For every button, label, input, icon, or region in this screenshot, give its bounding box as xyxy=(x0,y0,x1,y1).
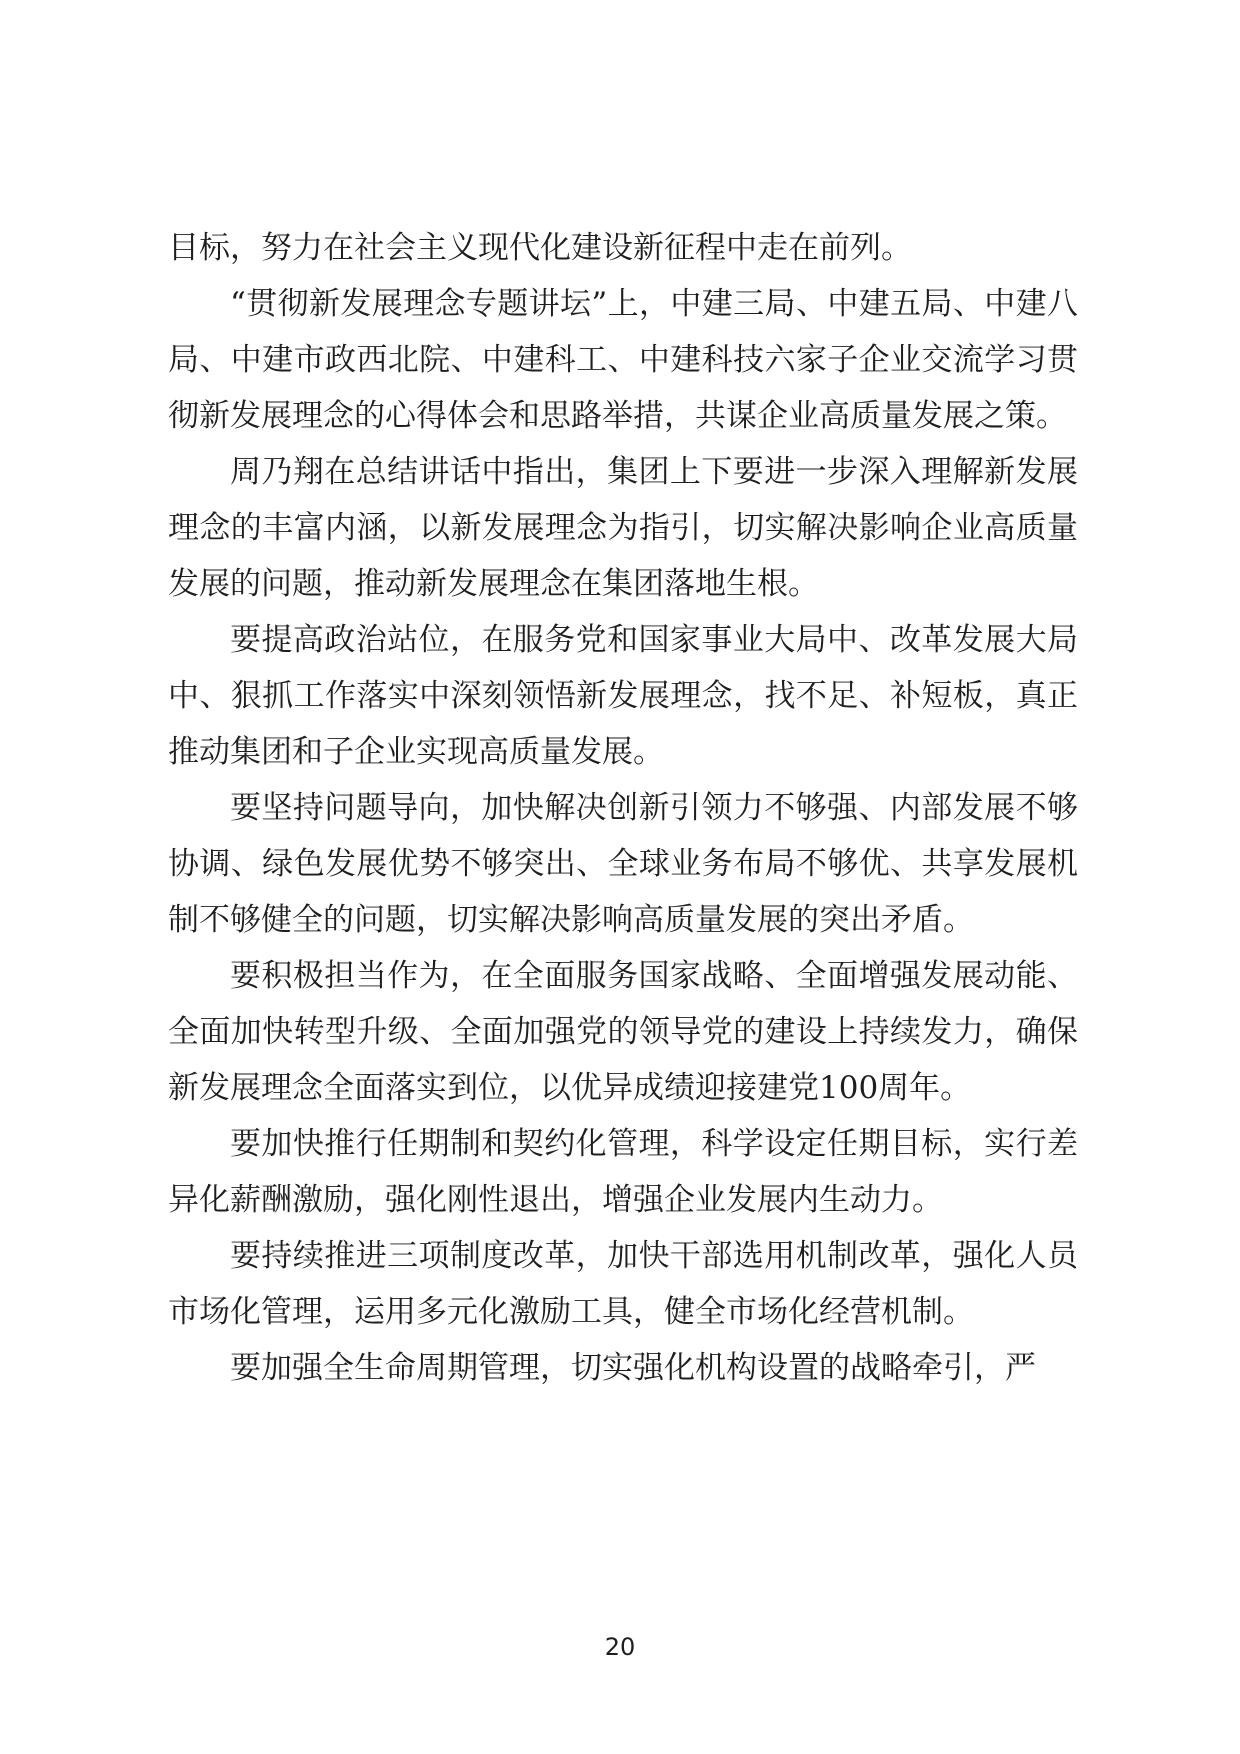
page-number: 20 xyxy=(604,1633,636,1661)
paragraph: “贯彻新发展理念专题讲坛”上，中建三局、中建五局、中建八局、中建市政西北院、中建科工、中建科技六家子企业交流学习贯彻新发展理念的心得体会和思路举措，共谋企业高质量发展之策。 xyxy=(168,286,1078,434)
paragraph: 要加快推行任期制和契约化管理，科学设定任期目标，实行差异化薪酬激励，强化刚性退出，增强企业发展内生动力。 xyxy=(168,1126,1078,1218)
paragraph: 要持续推进三项制度改革，加快干部选用机制改革，强化人员市场化管理，运用多元化激励工具，健全市场化经营机制。 xyxy=(168,1238,1078,1330)
paragraph: 要加强全生命周期管理，切实强化机构设置的战略牵引，严 xyxy=(230,1350,1036,1386)
body-text xyxy=(168,220,1078,1396)
paragraph: 要提高政治站位，在服务党和国家事业大局中、改革发展大局中、狠抓工作落实中深刻领悟新发展理念，找不足、补短板，真正推动集团和子企业实现高质量发展。 xyxy=(168,622,1078,770)
paragraph: 周乃翔在总结讲话中指出，集团上下要进一步深入理解新发展理念的丰富内涵，以新发展理念为指引，切实解决影响企业高质量发展的问题，推动新发展理念在集团落地生根。 xyxy=(168,454,1078,602)
paragraph: 要积极担当作为，在全面服务国家战略、全面增强发展动能、全面加快转型升级、全面加强党的领导党的建设上持续发力，确保新发展理念全面落实到位，以优异成绩迎接建党100周年。 xyxy=(168,958,1078,1106)
paragraph: 要坚持问题导向，加快解决创新引领力不够强、内部发展不够协调、绿色发展优势不够突出、全球业务布局不够优、共享发展机制不够健全的问题，切实解决影响高质量发展的突出矛盾。 xyxy=(168,790,1078,938)
paragraph-continuation: 目标，努力在社会主义现代化建设新征程中走在前列。 xyxy=(168,230,912,266)
